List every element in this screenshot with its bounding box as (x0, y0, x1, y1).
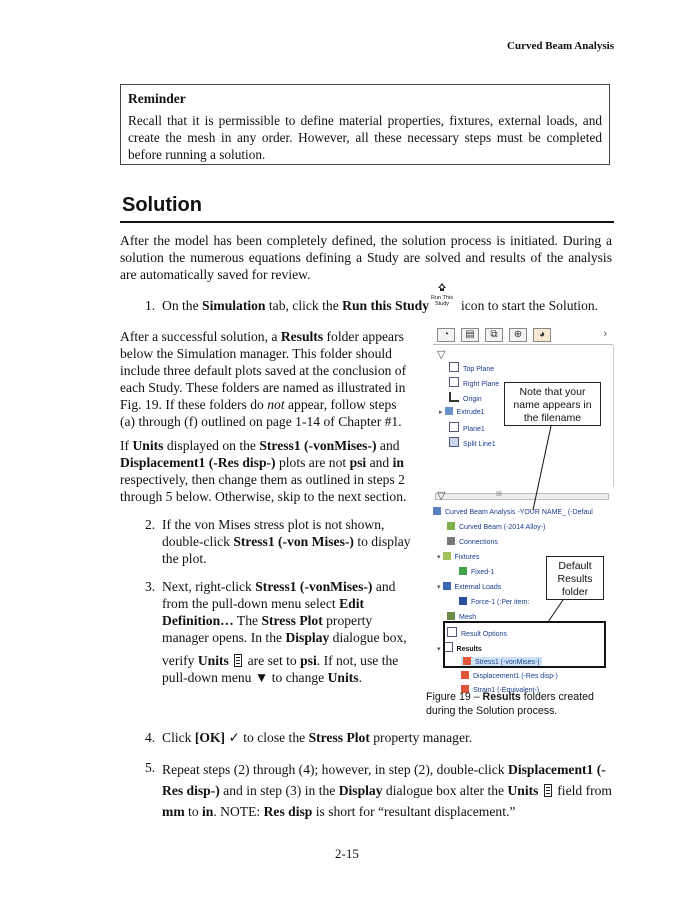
step-2 (145, 516, 420, 567)
para3-disp: Displacement1 (-Res disp-) (120, 455, 276, 470)
step4-a: Click (162, 730, 195, 745)
caption-a: Figure 19 – (426, 691, 483, 703)
reminder-box (120, 84, 610, 165)
step3-f: Stress Plot (261, 613, 323, 628)
step3-e: The (233, 613, 262, 628)
para2-b: folder appears below the Simulation manager. This folder should include three default plots saved at the conclusion of each Study. These folders are named as illustrated in Fig. 19. If these folders do (120, 329, 407, 412)
units-field-icon (544, 784, 552, 797)
caption-c: folders created during the Solution process. (426, 691, 594, 717)
para3-f: respectively, then change them as outlined in steps 2 through 5 below. Otherwise, skip to the next section. (120, 472, 407, 504)
para2-not: not (267, 397, 285, 412)
step3-d: Edit Definition… (162, 596, 364, 628)
run-icon-label-1: Run This (431, 295, 453, 301)
units-field-icon (234, 654, 242, 667)
step4-e: property manager. (369, 730, 473, 745)
filter-icon[interactable]: ▽ (437, 349, 446, 361)
callout-leader-lines (433, 326, 613, 682)
tree-label: Extrude1 (456, 409, 485, 416)
collapse-arrow-icon: ▾ (437, 554, 441, 561)
step3-m: psi (300, 653, 317, 668)
para2-results: Results (280, 329, 324, 344)
feature-manager-tab-icon[interactable]: ◔ (437, 328, 455, 342)
tree-label: Right Plane (463, 381, 500, 388)
tree-label: Stress1 (-vonMises-) (475, 659, 540, 666)
step1-text-c: icon to start the Solution. (461, 298, 599, 313)
property-manager-tab-icon[interactable]: ▤ (461, 328, 479, 342)
step5-a: Repeat steps (2) through (4); however, in step (2), double-click (162, 762, 508, 777)
step3-c: and from the pull-down menu select (162, 579, 396, 611)
step1-run: Run this Study (342, 298, 430, 313)
para2-a: After a successful solution, a (120, 329, 281, 344)
running-header: Curved Beam Analysis (507, 40, 614, 52)
para3-e: and (366, 455, 393, 470)
para3-stress: Stress1 (-vonMises-) (259, 438, 377, 453)
tree-label: Top Plane (463, 366, 495, 373)
step5-i: to (184, 804, 203, 819)
units-paragraph (120, 437, 418, 505)
page-number: 2-15 (335, 846, 359, 861)
expand-arrow-icon: ▸ (439, 409, 443, 416)
tree-label: Connections (459, 539, 498, 546)
step5-e: dialogue box alter the (382, 783, 508, 798)
step5-c: and in step (3) in the (219, 783, 339, 798)
step-3 (145, 578, 420, 686)
tree-label: External Loads (454, 584, 502, 591)
configuration-manager-tab-icon[interactable]: ⧉ (485, 328, 503, 342)
step3-g: property manager opens. In the (162, 613, 373, 645)
toolbar-more-icon[interactable]: › (603, 328, 607, 340)
step3-a: Next, right-click (162, 579, 256, 594)
step3-k: Units (197, 653, 229, 668)
run-this-study-icon[interactable] (428, 282, 456, 307)
results-paragraph (120, 328, 415, 430)
step5-f: Units (507, 783, 539, 798)
scroll-grip: III (496, 491, 502, 498)
filter-icon[interactable]: ▽ (437, 490, 446, 502)
step5-j: in (202, 804, 214, 819)
step1-text-a: On the (162, 298, 203, 313)
tree-label: Displacement1 (-Res disp-) (473, 673, 558, 680)
para3-in: in (392, 455, 404, 470)
step-4 (145, 729, 615, 746)
tree-label: Curved Beam Analysis -YOUR NAME_ (-Defaul (445, 509, 593, 516)
step3-n: . If not, use the pull-down menu ▼ to change (162, 653, 399, 685)
display-manager-tab-icon[interactable]: ◕ (533, 328, 551, 342)
step5-l: Res disp (263, 804, 313, 819)
para3-b: displayed on the (163, 438, 260, 453)
run-study-glyph-icon (428, 282, 456, 295)
figure-caption (426, 690, 626, 718)
step5-k: . NOTE: (213, 804, 264, 819)
step1-simulation: Simulation (202, 298, 266, 313)
run-icon-label-2: Study (434, 301, 450, 307)
para3-psi: psi (349, 455, 367, 470)
para3-a: If (120, 438, 133, 453)
tree-label: Force-1 (:Per item: (471, 599, 530, 606)
step4-c: ✓ to close the (225, 730, 309, 745)
step-number: 3. (145, 579, 156, 594)
tree-label: Mesh (459, 614, 477, 621)
para3-c: and (376, 438, 400, 453)
step3-b: Stress1 (-vonMises-) (255, 579, 373, 594)
step5-m: is short for “resultant displacement.” (312, 804, 516, 819)
collapse-arrow-icon: ▾ (437, 646, 441, 653)
step2-b: Stress1 (-von Mises-) (233, 534, 354, 549)
step3-l: are set to (244, 653, 301, 668)
collapse-arrow-icon: ▾ (437, 584, 441, 591)
tree-label: Fixed-1 (471, 569, 495, 576)
tree-label: Results (456, 646, 482, 653)
tree-label: Split Line1 (463, 441, 496, 448)
step-number: 2. (145, 517, 156, 532)
caption-b: Results (482, 691, 521, 703)
step-5 (145, 759, 615, 822)
step-number: 4. (145, 730, 156, 745)
filename-callout: Note that your name appears in the filename (504, 382, 601, 426)
step4-d: Stress Plot (308, 730, 370, 745)
step3-j: verify (162, 653, 198, 668)
tree-label: Plane1 (463, 426, 485, 433)
para3-units: Units (132, 438, 164, 453)
section-divider (120, 221, 614, 223)
para3-d: plots are not (275, 455, 350, 470)
tree-label: Origin (463, 396, 482, 403)
step-number: 1. (145, 298, 156, 313)
step-number: 5. (145, 760, 156, 775)
step3-o: Units (327, 670, 359, 685)
intro-paragraph: After the model has been completely defined, the solution process is initiated. During a solution the numerous equations defining a Study are solved and results of the analysis are automatically saved for review. (120, 233, 612, 282)
figure-19 (433, 326, 613, 694)
step3-h: Display (285, 630, 330, 645)
results-callout-text: Default Results folder (557, 560, 593, 598)
reminder-text: Recall that it is permissible to define material properties, fixtures, external loads, and create the mesh in any order. However, all these necessary steps must be completed before running a solution. (128, 113, 602, 162)
step3-i: dialogue box, (329, 630, 407, 645)
step5-g: field from (553, 783, 613, 798)
step3-p: . (358, 670, 362, 685)
step5-b: Displacement1 (-Res disp-) (162, 762, 606, 798)
tree-label: Fixtures (454, 554, 480, 561)
step4-b: [OK] (194, 730, 226, 745)
reminder-title: Reminder (128, 91, 186, 106)
step5-h: mm (162, 804, 185, 819)
para2-c: appear, follow steps (a) through (f) outlined on page 1-14 of Chapter #1. (120, 397, 402, 429)
tree-label: Curved Beam (-2014 Alloy-) (459, 524, 546, 531)
step5-d: Display (338, 783, 383, 798)
step2-c: to display the plot. (162, 534, 411, 566)
dimxpert-tab-icon[interactable]: ⊕ (509, 328, 527, 342)
tree-label: Result Options (461, 631, 507, 638)
section-title: Solution (122, 194, 202, 216)
step1-text-b: tab, click the (265, 298, 343, 313)
tree-label: Strain1 (-Equivalent-) (473, 687, 540, 694)
step2-a: If the von Mises stress plot is not shown, double-click (162, 517, 385, 549)
